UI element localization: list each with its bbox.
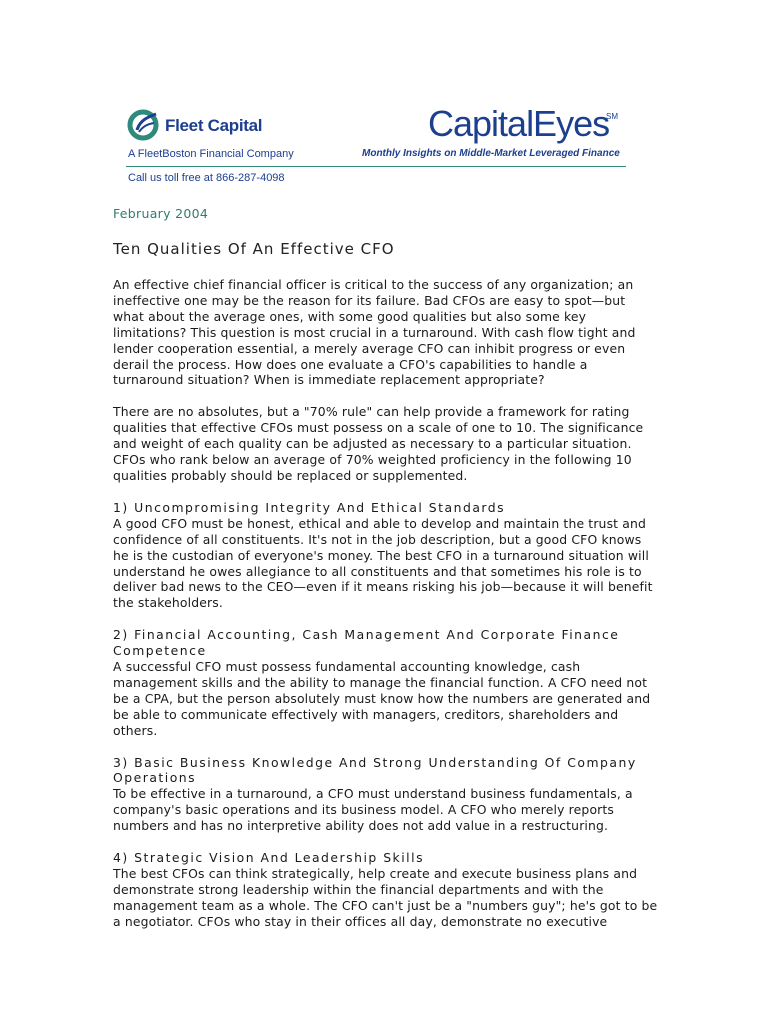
article-body — [113, 277, 658, 946]
section-heading: 2) Financial Accounting, Cash Management And Corporate Finance Competence — [113, 627, 620, 659]
header-divider — [126, 166, 626, 167]
section-body: The best CFOs can think strategically, help create and execute business plans and demonstrate strong leadership within the financial departments and with the management team as a whole. The CFO can't just be a "numbers guy"; he's got to be a negotiator. CFOs who stay in their offices all day, demonstrate no executive — [113, 866, 658, 929]
section-body: To be effective in a turnaround, a CFO must understand business fundamentals, a company's basic operations and its business model. A CFO who merely reports numbers and has no interpretive ability does not add value in a restructuring. — [113, 786, 633, 834]
capitaleyes-subtitle: Monthly Insights on Middle-Market Leveraged Finance — [362, 148, 620, 159]
section-body: A successful CFO must possess fundamental accounting knowledge, cash management skills and the ability to manage the financial function. A CFO need not be a CPA, but the person absolutely must know how the numbers are generated and be able to communicate effectively with managers, creditors, shareholders and others. — [113, 659, 651, 738]
quality-section — [113, 627, 658, 738]
section-heading: 3) Basic Business Knowledge And Strong Understanding Of Company Operations — [113, 754, 637, 786]
section-body: A good CFO must be honest, ethical and able to develop and maintain the trust and confidence of all constituents. It's not in the job description, but a good CFO knows he is the custodian of everyone's money. The best CFO in a turnaround situation will understand he owes allegiance to all constituents and that sometimes his role is to deliver bad news to the CEO—even if it means risking his job—because it will benefit the stakeholders. — [113, 515, 653, 611]
fleet-capital-name: Fleet Capital — [165, 116, 263, 135]
phone-line: Call us toll free at 866-287-4098 — [128, 172, 285, 184]
section-heading: 1) Uncompromising Integrity And Ethical Standards — [113, 499, 506, 515]
service-mark: SM — [606, 112, 618, 121]
intro-paragraph: An effective chief financial officer is critical to the success of any organization; an ineffective one may be the reason for its failure. Bad CFOs are easy to spot—but what about the average ones, with some good qualities but also some key limitations? This question is most crucial in a turnaround. With cash flow tight and lender cooperation essential, a merely average CFO can inhibit progress or even derail the process. How does one evaluate a CFO's capabilities to handle a turnaround situation? When is immediate replacement appropriate? — [113, 277, 636, 388]
fleet-swirl-icon — [126, 108, 160, 142]
quality-section — [113, 850, 658, 930]
article-title: Ten Qualities Of An Effective CFO — [113, 240, 395, 258]
issue-date: February 2004 — [113, 206, 209, 221]
capitaleyes-title: CapitalEyes — [428, 103, 610, 144]
rule-paragraph: There are no absolutes, but a "70% rule" can help provide a framework for rating qualities that effective CFOs must possess on a scale of one to 10. The significance and weight of each quality can be adjusted as necessary to a particular situation. CFOs who rank below an average of 70% weighted proficiency in the following 10 qualities probably should be replaced or supplemented. — [113, 404, 644, 483]
fleet-tagline: A FleetBoston Financial Company — [128, 148, 294, 160]
quality-section — [113, 500, 658, 611]
section-heading: 4) Strategic Vision And Leadership Skills — [113, 850, 425, 866]
quality-section — [113, 755, 658, 835]
